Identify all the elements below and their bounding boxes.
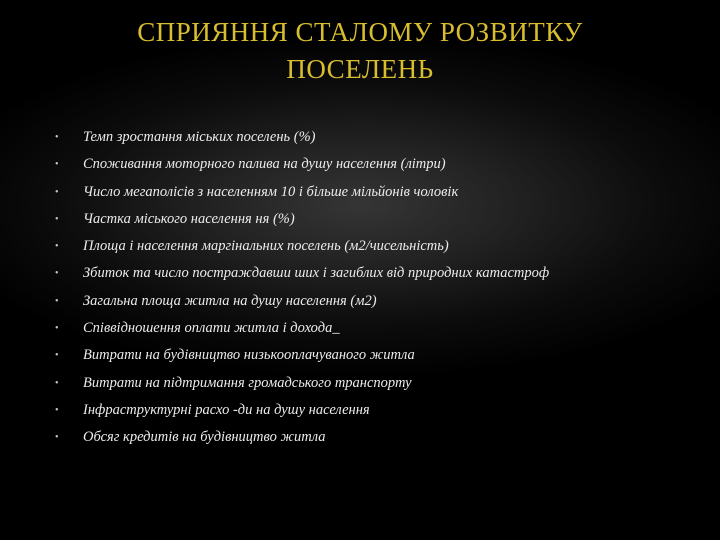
bullet-icon: •	[55, 350, 59, 362]
bullet-item	[0, 260, 720, 287]
bullet-icon: •	[55, 241, 59, 253]
bullet-text: Число мегаполісів з населенням 10 і більше мільйонів чоловік	[83, 183, 459, 200]
bullet-icon: •	[55, 432, 59, 444]
bullet-icon: •	[55, 268, 59, 280]
bullet-icon: •	[55, 213, 59, 225]
bullet-item	[0, 315, 720, 342]
bullet-item	[0, 124, 720, 151]
bullet-item	[0, 424, 720, 451]
bullet-item	[0, 370, 720, 397]
bullet-item	[0, 233, 720, 260]
bullet-icon: •	[55, 404, 59, 416]
bullet-text: Інфраструктурні расхо -ди на душу населення	[83, 401, 370, 418]
bullet-text: Загальна площа житла на душу населення (м2)	[83, 292, 377, 309]
bullet-item	[0, 151, 720, 178]
bullet-text: Витрати на будівництво низькооплачуваного житла	[83, 347, 415, 364]
bullet-icon: •	[55, 377, 59, 389]
bullet-text: Споживання моторного палива на душу населення (літри)	[83, 156, 446, 173]
slide-title-line: СПРИЯННЯ СТАЛОМУ РОЗВИТКУ	[137, 17, 583, 47]
bullet-icon: •	[55, 186, 59, 198]
bullet-item	[0, 206, 720, 233]
slide-title	[60, 14, 660, 88]
bullet-text: Співвідношення оплати житла і дохода_	[83, 320, 340, 337]
bullet-text: Площа і населення маргінальних поселень (м2/чисельність)	[83, 238, 449, 255]
slide-title-line: ПОСЕЛЕНЬ	[286, 54, 434, 84]
bullet-text: Частка міського населення ня (%)	[83, 210, 295, 227]
bullet-text: Витрати на підтримання громадського транспорту	[83, 374, 412, 391]
bullet-item	[0, 397, 720, 424]
bullet-list	[0, 124, 720, 452]
bullet-icon: •	[55, 159, 59, 171]
bullet-text: Обсяг кредитів на будівництво житла	[83, 429, 326, 446]
bullet-icon: •	[55, 323, 59, 335]
bullet-text: Темп зростання міських поселень (%)	[83, 129, 316, 145]
bullet-item	[0, 179, 720, 206]
bullet-item	[0, 342, 720, 369]
bullet-item	[0, 288, 720, 315]
bullet-icon: •	[55, 132, 59, 143]
bullet-text: Збиток та число постраждавши ших і загиблих від природних катастроф	[83, 265, 550, 282]
bullet-icon: •	[55, 295, 59, 307]
